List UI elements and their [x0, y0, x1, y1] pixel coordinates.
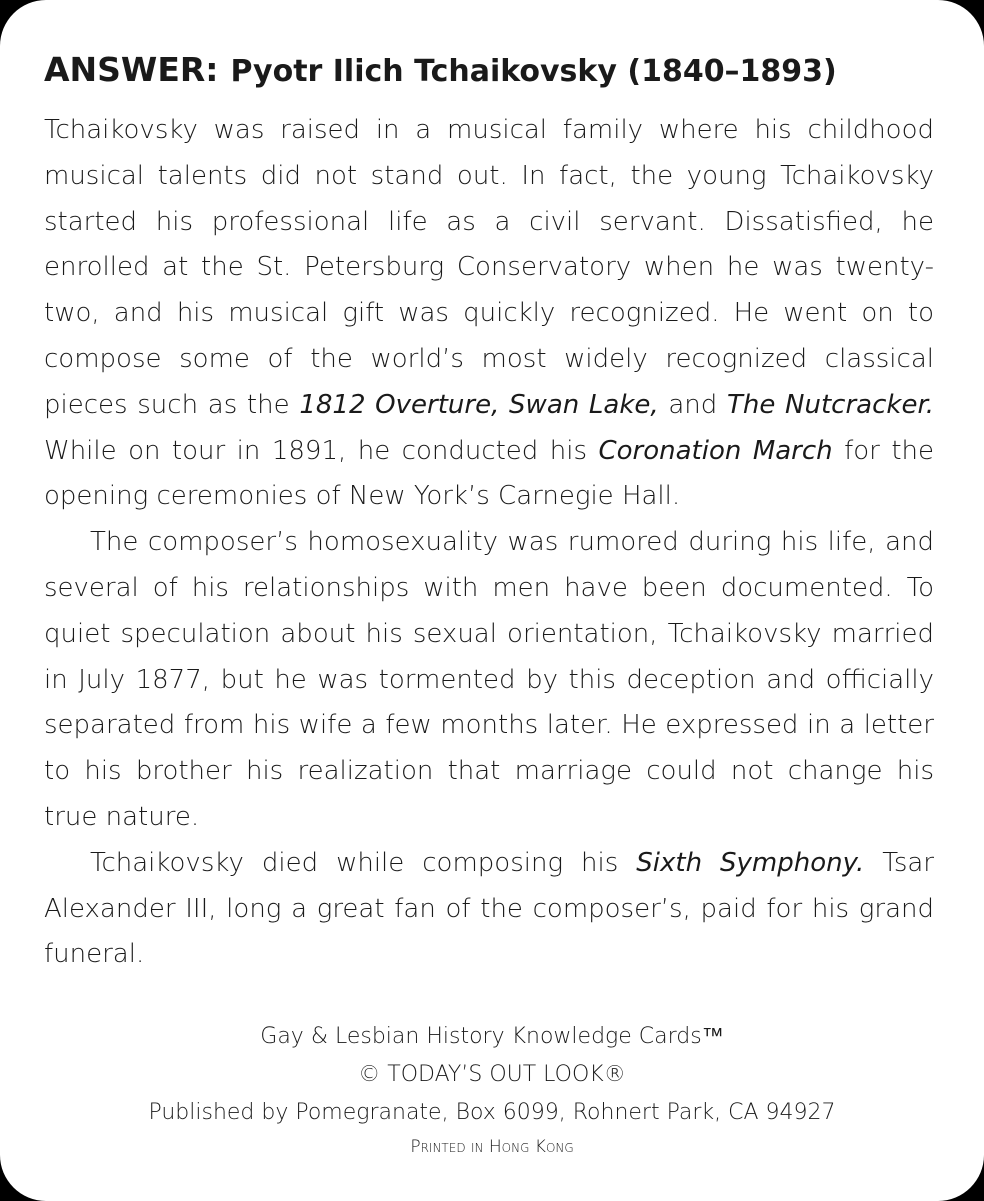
biography-text-tour: While on tour in 1891, he conducted his — [44, 435, 599, 466]
biography-text-sep — [499, 390, 509, 420]
answer-label: ANSWER: — [44, 50, 219, 89]
paragraph-biography — [44, 108, 934, 520]
paragraph-personal-life: The composer’s homosexuality was rumored during his life, and several of his relationships with men have been documented. To quiet speculation about his sexual orientation, Tchaikovsky married in July 1877, but he was tormented by this deception and officially separated from his wife a few months later. He expressed in a letter to his brother his realization that marriage could not change his true nature. — [44, 527, 934, 832]
series-name: Gay & Lesbian History Knowledge Cards™ — [260, 1024, 724, 1049]
card-footer — [0, 1018, 984, 1162]
printed-in-line: Printed in Hong Kong — [410, 1137, 574, 1157]
death-text: Tchaikovsky died while composing his — [90, 847, 637, 878]
publisher-line: Published by Pomegranate, Box 6099, Rohnert Park, CA 94927 — [148, 1100, 836, 1125]
biography-text-carnegie: for the opening ceremonies of New York’s Carnegie Hall. — [44, 435, 934, 512]
biography-text: Tchaikovsky was raised in a musical family where his childhood musical talents did not stand out. In fact, the young Tchaikovsky started his professional life as a civil servant. Dissatisfied, he enrolled at the St. Petersburg Conservatory when he was twenty-two, and his musical gift was quickly recognized. He went on to compose some of the world’s most widely recognized classical pieces such as the — [44, 115, 934, 420]
card-body — [44, 108, 934, 978]
work-title-1812-overture: 1812 Overture, — [299, 389, 500, 420]
work-title-coronation-march: Coronation March — [598, 435, 833, 466]
paragraph-death — [44, 841, 934, 978]
copyright-line: © TODAY’S OUT LOOK® — [358, 1062, 626, 1087]
death-text-funeral: Tsar Alexander III, long a great fan of the composer’s, paid for his grand funeral. — [44, 847, 934, 970]
work-title-swan-lake: Swan Lake, — [509, 389, 659, 420]
biography-text-and: and — [658, 389, 727, 420]
work-title-sixth-symphony: Sixth Symphony. — [636, 847, 865, 878]
composer-name: Pyotr Ilich Tchaikovsky (1840–1893) — [230, 54, 837, 89]
answer-heading — [44, 46, 954, 96]
work-title-nutcracker: The Nutcracker. — [727, 389, 935, 420]
